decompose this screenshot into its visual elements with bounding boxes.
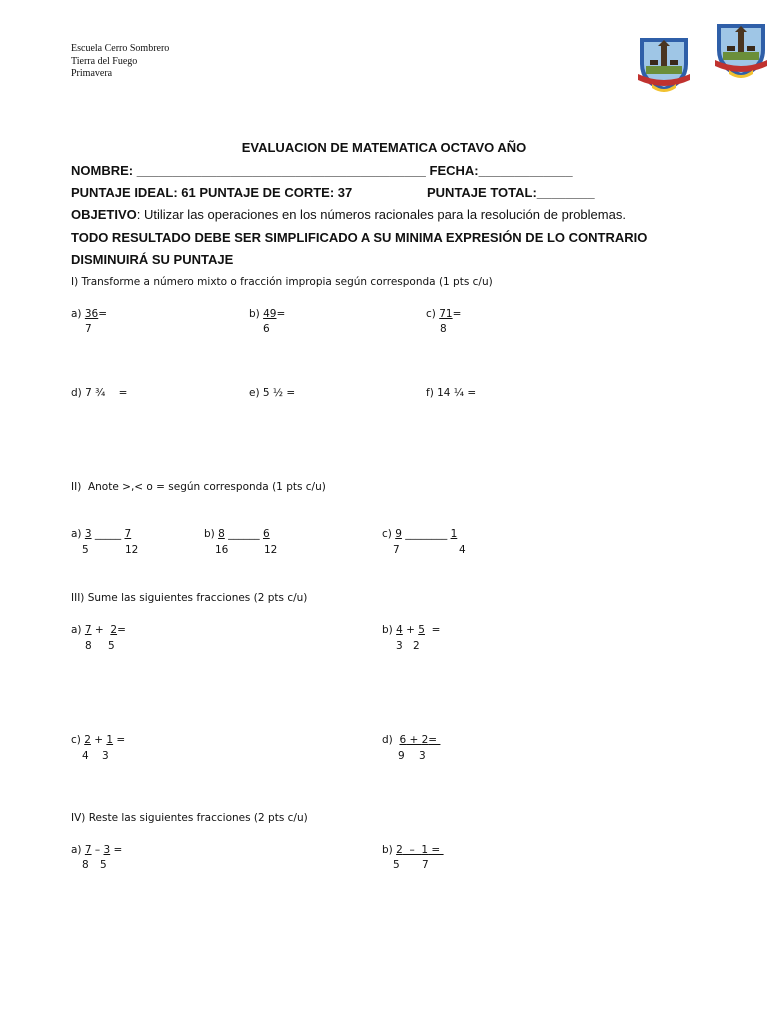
school-shield-logo-left [636,34,692,96]
section-4-item-a-den1: 8 [82,859,89,871]
section-3-item-b-den1: 3 [396,640,403,652]
section-2-item-b-den2: 12 [264,544,278,556]
section-1-title: I) Transforme a número mixto o fracción impropia según corresponda (1 pts c/u) [71,276,493,288]
section-2-item-a: a) 3 _____ 7 [71,528,132,540]
section-4-item-a: a) 7 – 3 = [71,844,123,856]
section-3-item-a: a) 7 + 2= [71,624,126,636]
section-2-item-a-den1: 5 [82,544,89,556]
section-2-item-b-den1: 16 [215,544,229,556]
section-4-item-a-den2: 5 [100,859,107,871]
section-1-item-d: d) 7 ¾ = [71,387,128,399]
school-shield-logo-right [713,20,768,82]
section-4-item-b-den1: 5 [393,859,400,871]
section-2-item-c-den2: 4 [459,544,466,556]
section-3-item-c-den2: 3 [102,750,109,762]
section-1-item-a-den: 7 [85,323,92,335]
section-2-item-a-den2: 12 [125,544,139,556]
warning-line-2: DISMINUIRÁ SU PUNTAJE [71,252,234,267]
section-2-title: II) Anote >,< o = según corresponda (1 pts c/u) [71,481,326,493]
section-2-item-b: b) 8 ______ 6 [204,528,270,540]
page-title: EVALUACION DE MATEMATICA OCTAVO AÑO [241,140,527,155]
section-4-item-b-den2: 7 [422,859,429,871]
section-2-item-c: c) 9 ________ 1 [382,528,458,540]
section-1-item-b-den: 6 [263,323,270,335]
section-1-item-b: b) 49= [249,308,286,320]
section-1-item-e: e) 5 ½ = [249,387,296,399]
nombre-fecha-line: NOMBRE: ________________________________________ FECHA:_____________ [71,163,573,178]
section-3-item-a-den2: 5 [108,640,115,652]
section-1-item-f: f) 14 ¼ = [426,387,477,399]
puntaje-total-line: PUNTAJE TOTAL:________ [427,185,595,200]
section-1-item-c: c) 71= [426,308,462,320]
section-2-item-c-den1: 7 [393,544,400,556]
section-1-item-a: a) 36= [71,308,108,320]
school-level: Primavera [71,68,113,79]
section-3-item-d: d) 6 + 2= [382,734,441,746]
section-4-item-b: b) 2 – 1 = [382,844,444,856]
section-3-item-d-den2: 3 [419,750,426,762]
objetivo-line [71,207,626,222]
section-3-item-a-den1: 8 [85,640,92,652]
school-name: Escuela Cerro Sombrero [71,43,170,54]
warning-line-1: TODO RESULTADO DEBE SER SIMPLIFICADO A SU MINIMA EXPRESIÓN DE LO CONTRARIO [71,230,648,245]
section-3-item-d-den1: 9 [398,750,405,762]
objetivo-label: OBJETIVO [71,207,137,222]
section-3-item-c: c) 2 + 1 = [71,734,126,746]
puntaje-line: PUNTAJE IDEAL: 61 PUNTAJE DE CORTE: 37 [71,185,353,200]
objetivo-text: : Utilizar las operaciones en los números racionales para la resolución de problemas. [136,207,626,222]
section-3-item-c-den1: 4 [82,750,89,762]
section-3-title: III) Sume las siguientes fracciones (2 pts c/u) [71,592,308,604]
section-3-item-b: b) 4 + 5 = [382,624,441,636]
school-region: Tierra del Fuego [71,56,138,67]
section-4-title: IV) Reste las siguientes fracciones (2 pts c/u) [71,812,308,824]
section-1-item-c-den: 8 [440,323,447,335]
section-3-item-b-den2: 2 [413,640,420,652]
